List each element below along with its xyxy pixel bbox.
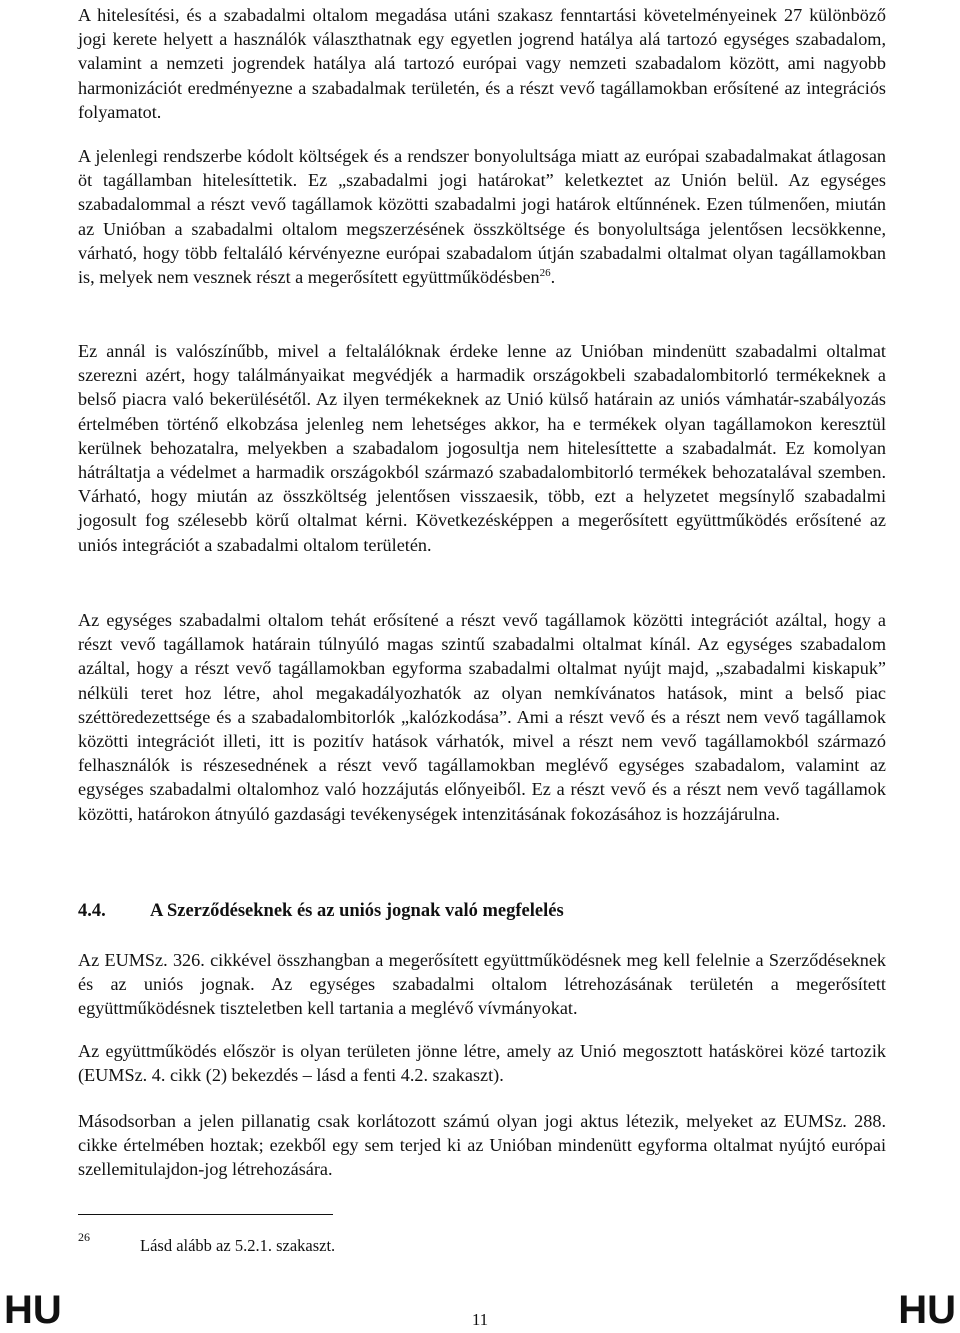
footnote-text: Lásd alább az 5.2.1. szakaszt. [140,1236,336,1255]
section-number: 4.4. [78,901,106,921]
page-number: 11 [471,1310,489,1329]
footnote-number: 26 [78,1230,90,1244]
paragraph-5: Az EUMSz. 326. cikkével összhangban a megerősített együttműködésnek meg kell felelnie a Szerződéseknek és az uniós jognak. Az egységes szabadalmi oltalom létrehozásának területén a megerősített együttműködésnek tiszteletben kell tartania a meglévő vívmányokat. [78,950,886,1019]
section-title: A Szerződéseknek és az uniós jognak való megfelelés [150,901,564,921]
paragraph-1: A hitelesítési, és a szabadalmi oltalom megadása utáni szakasz fenntartási követelményeinek 27 különböző jogi kerete helyett a használók választhatnak egy egyetlen jogrend hatálya alá tartozó egységes szabadalom, valamint a nemzeti jogrendek hatálya alá tartozó európai vagy nemzeti szabadalom között, ami nagyobb harmonizációt eredményezne a szabadalmak területén, és a részt vevő tagállamokban erősítené az integrációs folyamatot. [78,5,886,122]
footer-language-left: HU [4,1288,62,1332]
paragraph-2-text: A jelenlegi rendszerbe kódolt költségek és a rendszer bonyolultsága miatt az európai szabadalmakat átlagosan öt tagállamban hitelesíttetik. Ez „szabadalmi jogi határokat” keletkeztet az Unión belül. Az egységes szabadalommal a részt vevő tagállamok közötti szabadalmi jogi határok eltűnnének. Ezen túlmenően, miután az Unióban a szabadalmi oltalom megszerzésének összköltsége és bonyolultsága jelentősen lecsökkenne, várható, hogy több feltaláló kérvényezne európai szabadalom útján szabadalmi oltalmat olyan tagállamokban is, melyek nem vesznek részt a megerősített együttműködésben [78,146,886,288]
section-heading [78,899,886,923]
footnote-reference[interactable]: 26 [539,266,551,279]
paragraph-2-end: . [550,267,556,288]
paragraph-4: Az egységes szabadalmi oltalom tehát erősítené a részt vevő tagállamok közötti integrációt azáltal, hogy a részt vevő tagállamok határain túlnyúló magas szintű szabadalmi oltalmat kínál. Az egységes szabadalom azáltal, hogy a részt vevő tagállamokban egyforma szabadalmi oltalmat nyújt majd, „szabadalmi kiskapuk” nélküli teret hoz létre, ahol megakadályozhatók az olyan nemkívánatos hatások, mint a belső piac széttöredezettsége és a szabadalombitorlók „kalózkodása”. Ami a részt vevő és a részt nem vevő tagállamok közötti integrációt illeti, itt is pozitív hatások várhatók, mivel a részt nem vevő tagállamokból származó felhasználók is részesednének a részt vevő tagállamokban meglévő egységes szabadalom, valamint az egységes szabadalmi oltalomhoz való hozzájutás előnyeiből. Ez a részt vevő és a részt nem vevő tagállamok közötti, határokon átnyúló gazdasági tevékenységek intenzitásának fokozásához is hozzájárulna. [78,610,886,824]
footnote-separator [78,1214,333,1215]
footer-language-right: HU [898,1288,956,1332]
paragraph-7: Másodsorban a jelen pillanatig csak korlátozott számú olyan jogi aktus létezik, melyeket az EUMSz. 288. cikke értelmében hoztak; ezekből egy sem terjed ki az Unióban mindenütt egyforma oltalmat nyújtó európai szellemitulajdon-jog létrehozására. [78,1111,886,1180]
paragraph-6: Az együttműködés először is olyan területen jönne létre, amely az Unió megosztott hatáskörei közé tartozik (EUMSz. 4. cikk (2) bekezdés – lásd a fenti 4.2. szakaszt). [78,1041,886,1086]
paragraph-3: Ez annál is valószínűbb, mivel a feltalálóknak érdeke lenne az Unióban mindenütt szabadalmi oltalmat szerezni azért, hogy találmányaikat megvédjék a harmadik országokbeli szabadalombitorló termékeknek a belső piacra való bekerülésétől. Az ilyen termékeknek az Unió külső határain az uniós vámhatár-szabályozás értelmében történő elkobzása jelenleg nem lehetséges akkor, ha e termékek olyan tagállamokon keresztül kerülnek behozatalra, melyekben a szabadalom jogosultja nem hitelesíttette a szabadalmát. Ez komolyan hátráltatja a védelmet a harmadik országokból származó szabadalombitorló termékek behozatalával szemben. Várható, hogy miután az összköltség jelentősen visszaesik, több, ezt a helyzetet megsínylő szabadalmi jogosult fog szélesebb körű oltalmat kérni. Következésképpen a megerősített együttműködés erősítené az uniós integrációt a szabadalmi oltalom területén. [78,341,886,555]
paragraph-2 [78,144,886,289]
